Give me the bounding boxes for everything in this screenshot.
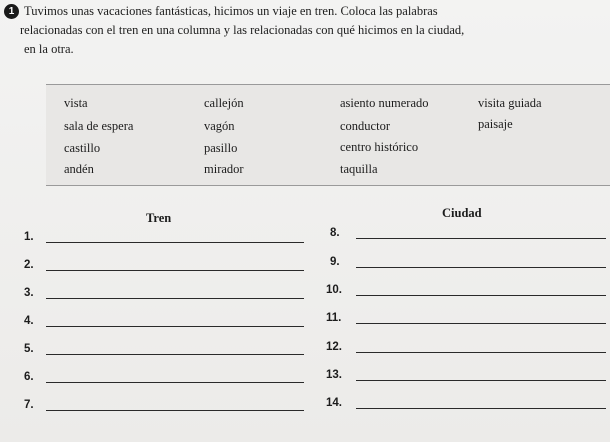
- word-bank-item: castillo: [64, 141, 101, 155]
- item-number: 11.: [326, 312, 342, 324]
- item-number: 3.: [24, 287, 34, 299]
- answer-blank-9[interactable]: [356, 267, 606, 268]
- item-number: 7.: [24, 399, 34, 411]
- answer-blank-6[interactable]: [46, 382, 304, 383]
- answer-blank-13[interactable]: [356, 380, 606, 381]
- word-bank-item: visita guiada: [478, 96, 542, 110]
- word-bank-item: callejón: [204, 96, 244, 110]
- answer-blank-4[interactable]: [46, 326, 304, 327]
- exercise-instructions: [20, 2, 600, 59]
- word-bank-item: pasillo: [204, 141, 238, 155]
- answer-blank-11[interactable]: [356, 323, 606, 324]
- item-number: 4.: [24, 315, 34, 327]
- instruction-line: Tuvimos unas vacaciones fantásticas, hicimos un viaje en tren. Coloca las palabras: [24, 4, 438, 18]
- answer-blank-10[interactable]: [356, 295, 606, 296]
- item-number: 8.: [330, 227, 340, 239]
- answer-blank-1[interactable]: [46, 242, 304, 243]
- word-bank-box: [46, 84, 610, 186]
- word-bank-item: andén: [64, 162, 94, 176]
- item-number: 2.: [24, 259, 34, 271]
- item-number: 6.: [24, 371, 34, 383]
- word-bank-item: conductor: [340, 119, 390, 133]
- answer-blank-3[interactable]: [46, 298, 304, 299]
- exercise-number-badge: 1: [4, 4, 19, 19]
- item-number: 14.: [326, 397, 342, 409]
- answer-blank-2[interactable]: [46, 270, 304, 271]
- item-number: 10.: [326, 284, 342, 296]
- column-heading-tren: Tren: [146, 211, 172, 225]
- answer-blank-8[interactable]: [356, 238, 606, 239]
- item-number: 13.: [326, 369, 342, 381]
- word-bank-item: paisaje: [478, 117, 513, 131]
- answer-blank-7[interactable]: [46, 410, 304, 411]
- word-bank-item: taquilla: [340, 162, 378, 176]
- word-bank-item: asiento numerado: [340, 96, 429, 110]
- answer-blank-5[interactable]: [46, 354, 304, 355]
- answer-blank-12[interactable]: [356, 352, 606, 353]
- item-number: 1.: [24, 231, 34, 243]
- column-heading-ciudad: Ciudad: [442, 206, 482, 220]
- word-bank-item: mirador: [204, 162, 244, 176]
- answer-blank-14[interactable]: [356, 408, 606, 409]
- word-bank-item: sala de espera: [64, 119, 134, 133]
- item-number: 12.: [326, 341, 342, 353]
- instruction-line: en la otra.: [24, 42, 74, 56]
- item-number: 9.: [330, 256, 340, 268]
- word-bank-item: vagón: [204, 119, 235, 133]
- word-bank-item: vista: [64, 96, 88, 110]
- instruction-line: relacionadas con el tren en una columna y las relacionadas con qué hicimos en la ciudad,: [20, 23, 465, 37]
- bleed-through-text: ⠀: [90, 62, 98, 73]
- item-number: 5.: [24, 343, 34, 355]
- word-bank-item: centro histórico: [340, 140, 419, 154]
